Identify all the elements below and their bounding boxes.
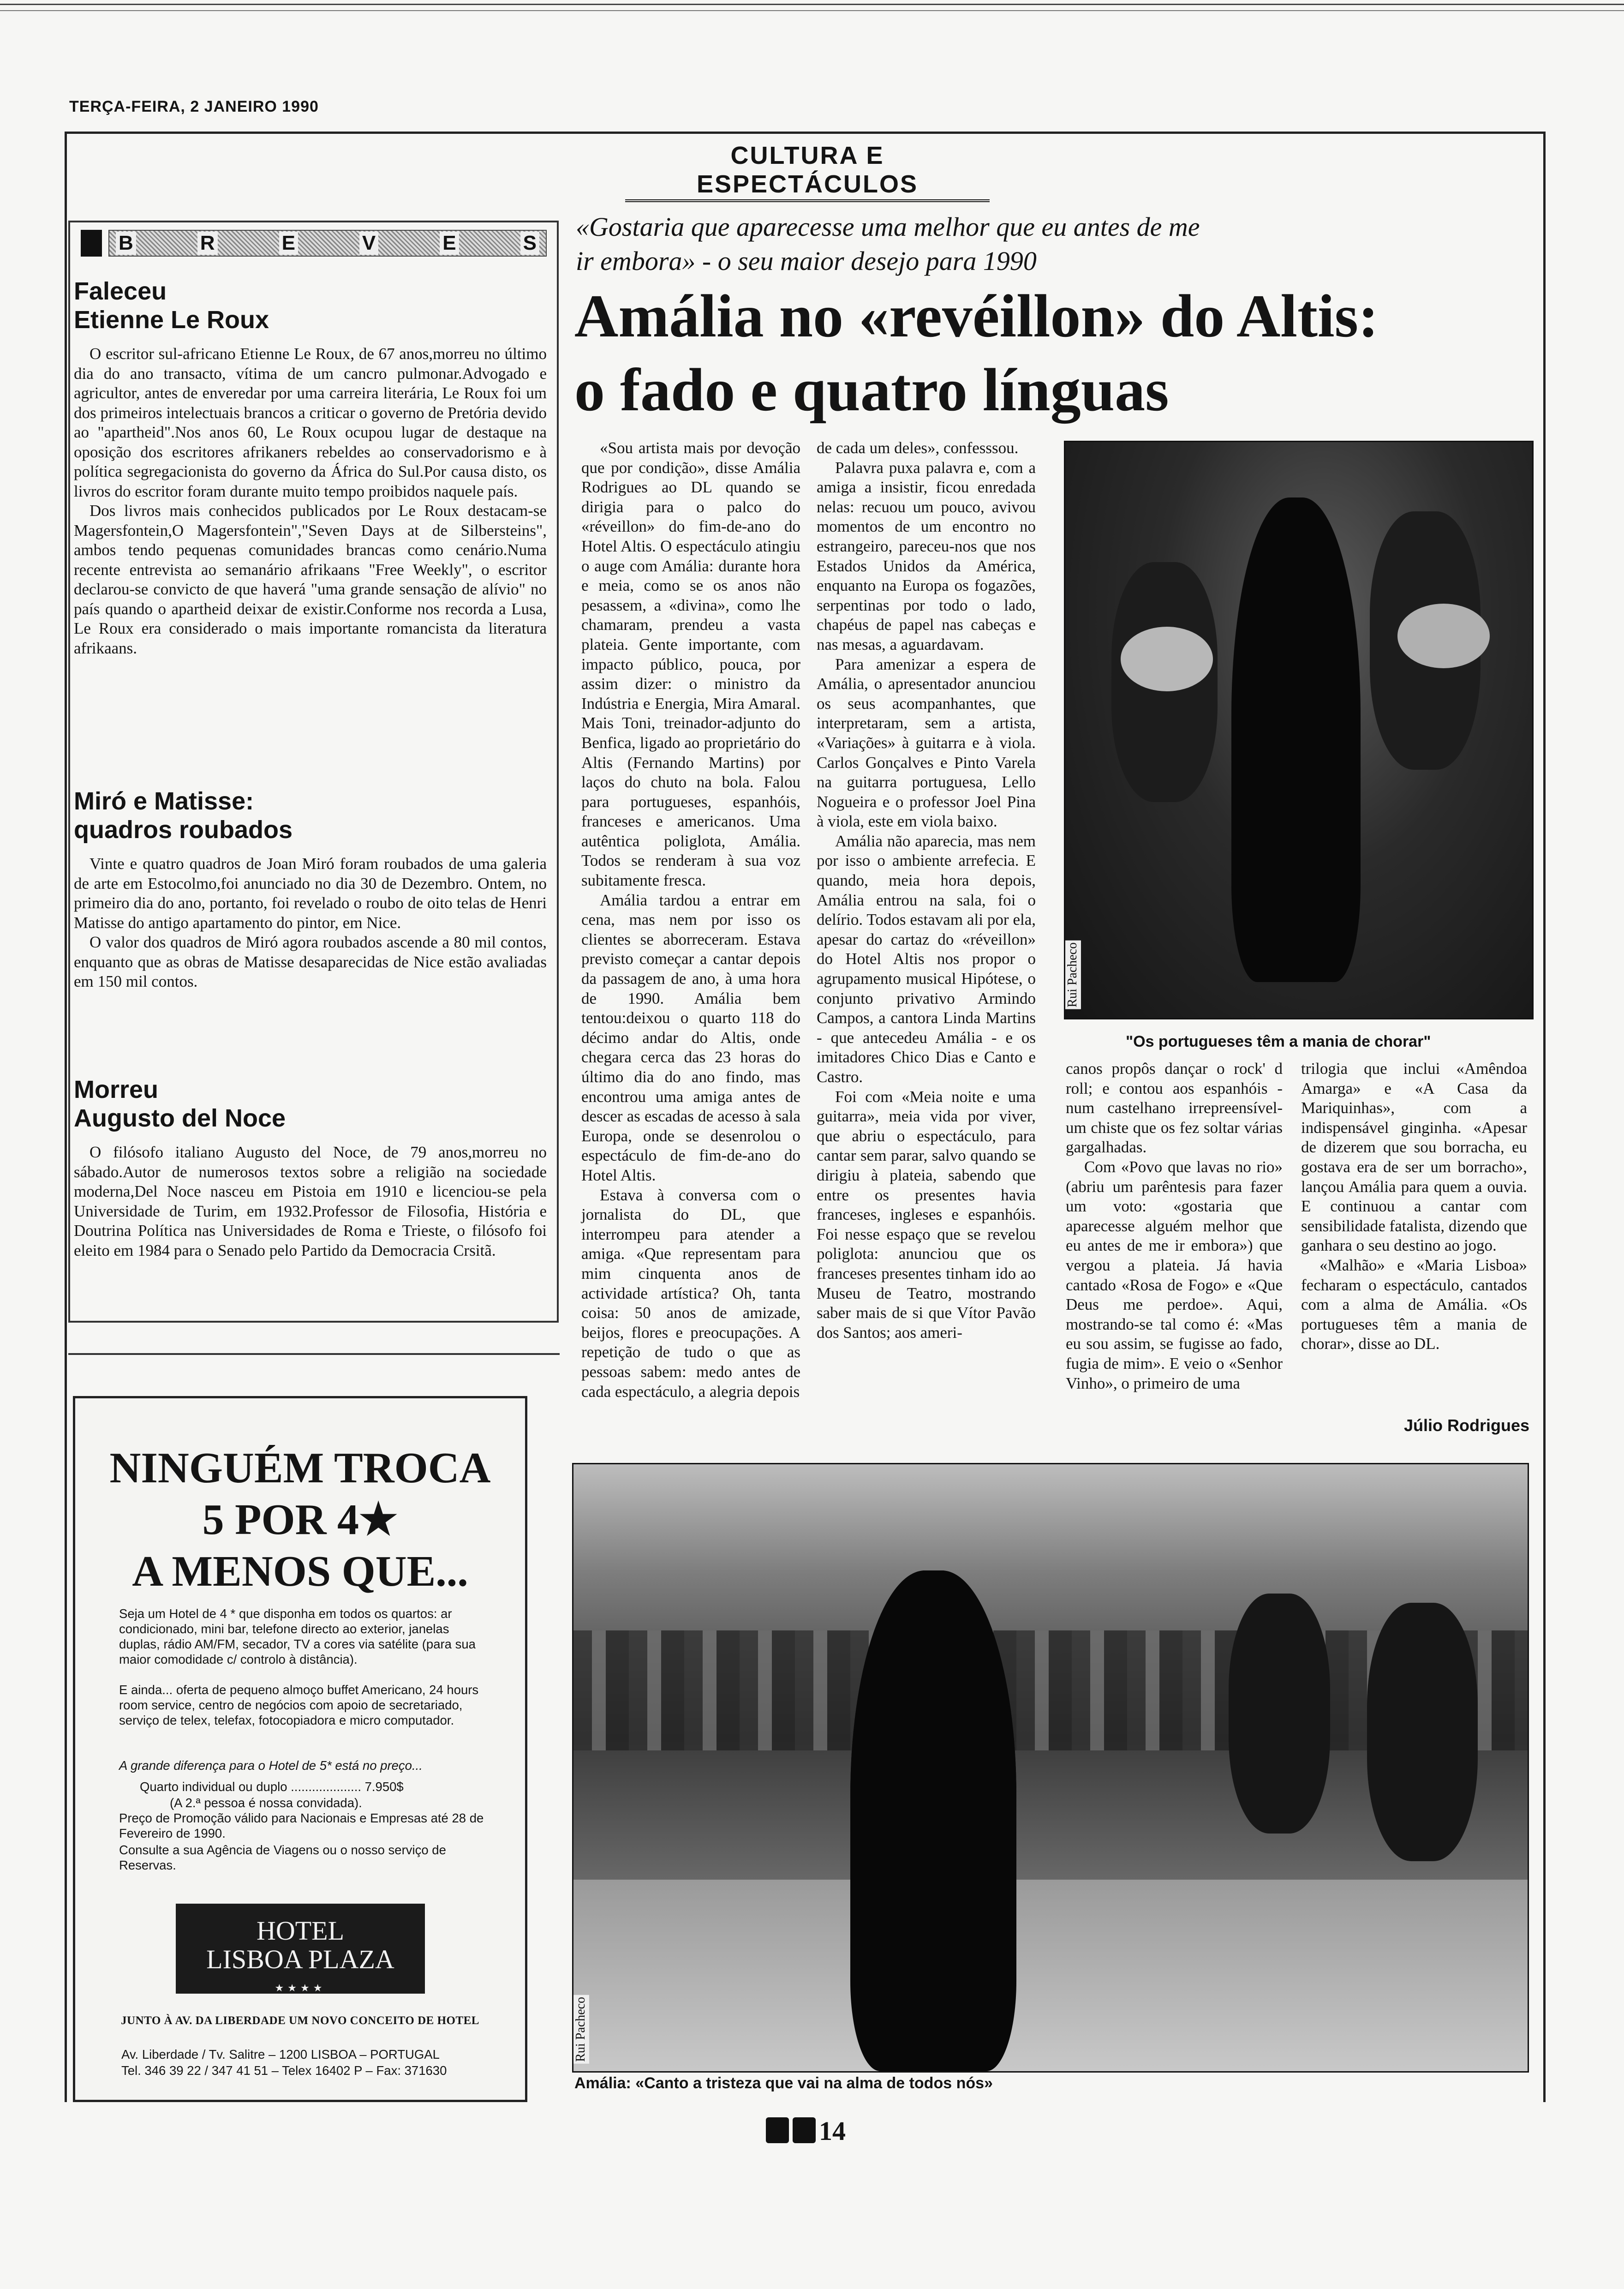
brief-title [74,1075,547,1133]
guitarist-silhouette [1229,1594,1330,1834]
breves-banner [81,229,547,257]
page-number: 14 [819,2116,846,2146]
article-column-1 [581,438,800,1402]
article-paragraph: Amália tardou a entrar em cena, mas nem por isso os clientes se aborreceram. Estava previsto começar a cantar depois da passagem de ano, à uma hora de 1990. Amália bem tentou:deixou o quarto 118 do décimo andar do Altis, onde chegara cerca das 23 horas do último dia do ano findo, mas encontrou uma amiga antes de descer as escadas de acesso à sala Europa, onde se desenrolou o espectáculo de fim-de-ano do Hotel Altis. [581,891,800,1184]
brief-title-line: quadros roubados [74,816,293,844]
photo-caption: Amália: «Canto a tristeza que vai na alma de todos nós» [574,2074,993,2092]
photo-amalia-hall [572,1463,1529,2073]
hotel-ad [73,1396,527,2102]
breves-letter: B [116,232,136,255]
brief-paragraph: O filósofo italiano Augusto del Noce, de 79 anos,morreu no sábado.Autor de numerosos textos sobre a religião na sociedade moderna,Del Noce nasceu em Pistoia em 1910 e licenciou-se pela Universidade de Turim, em 1932.Professor de Filosofia, História e Doutrina Política nas Universidades de Roma e Trieste, o filósofo foi eleito em 1984 para o Senado pelo Partido da Democracia Crsitã. [74,1143,547,1259]
dl-logo-icon [793,2117,816,2143]
ad-price-line: Quarto individual ou duplo .................... 7.950$ [140,1780,404,1794]
article-paragraph: trilogia que inclui «Amêndoa Amarga» e «A Casa da Mariquinhas», com a indispensável ginginha. «Apesar de dizerem que sou borracha, eu gostava era de ser um borracho», lançou Amália para quem a ouvia. E continuou a cantar com sensibilidade fatalista, dizendo que ganhara o seu destino ao jogo. [1301,1060,1527,1255]
guitar-icon [1397,604,1490,668]
article-column-4 [1301,1059,1527,1354]
hotel-logo [176,1904,425,1994]
article-paragraph: «Sou artista mais por devoção que por condição», disse Amália Rodrigues ao DL quando se dirigia para o palco do «réveillon» do fim-de-ano do Hotel Altis. O espectáculo atingiu o auge com Amália: durante hora e meia, como se os anos não pesassem, a «divina», como lhe chamaram, prendeu a vasta plateia. Gente importante, com impacto público, pouca, por assim dizer: o ministro da Indústria e Energia, Mira Amaral. Mais Toni, treinador-adjunto do Benfica, ligado ao proprietário do Altis (Fernando Martins) por laços do chuto na bola. Falou para portugueses, espanhóis, franceses e americanos. Uma autêntica poliglota, Amália. Todos se renderam à sua voz subitamente fresca. [581,439,800,890]
brief-paragraph: O escritor sul-africano Etienne Le Roux, de 67 anos,morreu no último dia do ano transacto, vítima de um cancro pulmonar.Advogado e agricultor, antes de enveredar por uma carreira literária, Le Roux foi um dos primeiros intelectuais brancos a criticar o governo de Pretória devido ao "apartheid".Nos anos 60, Le Roux ocupou lugar de destaque na oposição dos escritores afrikaners rebeldes ao conservadorismo e à política segregacionista do governo da África do Sul.Por causa disto, os livros do escritor foram durante muito tempo proibidos naquele país. [74,345,547,500]
ad-consult: Consulte a sua Agência de Viagens ou o nosso serviço de Reservas. [119,1843,446,1872]
singer-dress [850,1570,1016,2071]
brief-paragraph: O valor dos quadros de Miró agora roubados ascende a 80 mil contos, enquanto que as obras de Matisse desaparecidas de Nice estão avaliadas em 150 mil contos. [74,933,547,990]
ad-phone: Tel. 346 39 22 / 347 41 51 – Telex 16402 P – Fax: 371630 [121,2063,447,2078]
headline-line: Amália no «revéillon» do Altis: [574,282,1379,350]
hotel-stars-icon: ★★★★ [275,1982,326,1994]
article-paragraph: Palavra puxa palavra e, com a amiga a insistir, ficou enredada nelas: recuou um pouco, avivou momentos de um encontro no estrangeiro, pareceu-nos que nos Estados Unidos da América, enquanto na Europa os fogazões, serpentinas por todo o lado, chapéus de papel nas cabeças e nas mesas, a aguardavam. [817,458,1036,653]
article-paragraph: Amália não aparecia, mas nem por isso o ambiente arrefecia. E quando, meia hora depois, Amália entrou na sala, foi o delírio. Todos estavam ali por ela, apesar do cartaz do «réveillon» do Hotel Altis nos propor o agrupamento musical Hipótese, o conjunto privativo Armindo Campos, a cantora Linda Martins - que antecedeu Amália - e os imitadores Chico Dias e Canto e Castro. [817,832,1036,1086]
photo-credit: Rui Pacheco [1064,941,1081,1009]
hotel-logo-line: LISBOA PLAZA [206,1944,394,1974]
brief-title-line: Faleceu [74,277,167,305]
breves-letter: R [197,232,218,255]
breves-letter: E [279,232,298,255]
breves-letter: V [359,232,378,255]
column-divider [68,1353,560,1355]
ad-promo: Preço de Promoção válido para Nacionais e Empresas até 28 de Fevereiro de 1990. [119,1811,484,1840]
photo-amalia-stage [1064,441,1534,1019]
article-paragraph: Estava à conversa com o jornalista do DL, que interrompeu para atender a amiga. «Que representam para mim cinquenta anos de actividade artística? Oh, tanta coisa: 50 anos de amizade, beijos, flores e preocupações. A repetição de tudo o que as pessoas sabem: medo antes de cada espectáculo, a alegria depois [581,1186,800,1401]
brief-title-line: Augusto del Noce [74,1104,286,1132]
scan-line-top [0,4,1624,5]
byline: Júlio Rodrigues [1403,1416,1529,1435]
article-paragraph: de cada um deles», confesssou. [817,439,1019,457]
scan-line-top-2 [0,10,1624,11]
brief-text [74,854,547,992]
article-headline [574,279,1529,427]
ad-headline-line: NINGUÉM TROCA [109,1444,491,1492]
ad-headline-line: A MENOS QUE... [132,1547,468,1595]
brief-miro-matisse [74,787,547,992]
brief-title-line: Etienne Le Roux [74,306,269,334]
brief-title-line: Miró e Matisse: [74,787,254,815]
brief-del-noce [74,1075,547,1260]
guitar-icon [1121,627,1213,691]
ad-copy-2: E ainda... oferta de pequeno almoço buffet Americano, 24 hours room service, centro de negócios com apoio de secretariado, serviço de telex, telefax, fotocopiadora e micro computador. [119,1683,479,1727]
ad-price-note: (A 2.ª pessoa é nossa convidada). [170,1796,362,1810]
brief-text [74,1143,547,1260]
ad-headline-line: 5 POR 4★ [202,1496,398,1544]
brief-title [74,277,547,334]
article-paragraph: «Malhão» e «Maria Lisboa» fecharam o espectáculo, cantados com a alma de Amália. «Os portugueses têm a mania de chorar», disse ao DL. [1301,1256,1527,1353]
dl-logo-icon [766,2117,789,2143]
ad-copy-1: Seja um Hotel de 4 * que disponha em todos os quartos: ar condicionado, mini bar, telefone directo ao exterior, janelas duplas, rádio AM/FM, secador, TV a cores via satélite (para sua maior comodidade c/ controlo à distância). [119,1606,476,1666]
hotel-logo-line: HOTEL [256,1916,345,1946]
article-paragraph: canos propôs dançar o rock' d roll; e contou aos espanhóis - num castelhano irrepreensível- um chiste que os fez soltar várias gargalhadas. [1066,1060,1283,1156]
brief-title [74,787,547,844]
ad-address: Av. Liberdade / Tv. Salitre – 1200 LISBOA – PORTUGAL [121,2047,440,2061]
article-column-2 [817,438,1036,1342]
page-folio [766,2117,886,2147]
section-title: CULTURA E ESPECTÁCULOS [625,141,990,202]
stage-floor [573,1880,1528,2071]
breves-block-icon [81,230,102,257]
breves-letter: E [440,232,459,255]
article-paragraph: Foi com «Meia noite e uma guitarra», meia vida por viver, que abriu o espectáculo, para cantar sem parar, salvo quando se dirigiu à plateia, sabendo que entre os presentes havia franceses, ingleses e espanhóis. Foi nesse espaço que se revelou poliglota: anunciou que os franceses presentes tinham ido ao Museu de Teatro, mostrando saber mais de si que Vítor Pavão dos Santos; aos ameri- [817,1087,1036,1342]
brief-paragraph: Dos livros mais conhecidos publicados por Le Roux destacam-se Magersfontein,O Magersfontein","Seven Days at de Silbersteins", ambos tendo pequenas comunidades brancas como cenário.Numa recente entrevista ao semanário afrikaans "Free Weekly", o escritor declarou-se convicto de que haverá "uma grande sensação de alívio" no país quando o apartheid deixar de existir.Conforme nos recorda a Lusa, Le Roux era considerado o mais importante romancista da literatura afrikaans. [74,502,547,657]
article-paragraph: Com «Povo que lavas no rio» (abriu um parêntesis para fazer um voto: «gostaria que aparecesse alguém melhor que eu antes de me ir embora») que vergou a plateia. Já havia cantado «Rosa de Fogo» e «Que Deus me perdoe». Aqui, mostrando-se tal como é: «Mas eu sou assim, se fugisse ao fado, fugia de mim». E veio o «Senhor Vinho», o primeiro de uma [1066,1157,1283,1392]
ad-tagline: JUNTO À AV. DA LIBERDADE UM NOVO CONCEITO DE HOTEL [121,2014,479,2027]
singer-silhouette [1231,497,1361,982]
photo-caption: "Os portugueses têm a mania de chorar" [1126,1033,1431,1050]
brief-le-roux [74,277,547,658]
guitarist-silhouette [1367,1603,1478,1861]
ad-italic-line: A grande diferença para o Hotel de 5* está no preço... [119,1758,423,1773]
headline-line: o fado e quatro línguas [574,356,1169,424]
article-column-3 [1066,1059,1283,1393]
dateline: TERÇA-FEIRA, 2 JANEIRO 1990 [69,98,319,115]
brief-text [74,344,547,658]
article-paragraph: Para amenizar a espera de Amália, o apresentador anunciou os seus acompanhantes, que interpretaram, sem a artista, «Variações» à guitarra e à viola. Carlos Gonçalves e Pinto Varela na guitarra portuguesa, Lello Nogueira e o professor Joel Pina à viola, este em viola baixo. [817,655,1036,831]
ad-headline [75,1442,525,1597]
breves-strip [108,230,547,257]
brief-title-line: Morreu [74,1076,159,1103]
breves-letter: S [520,232,539,255]
article-kicker: «Gostaria que aparecesse uma melhor que eu antes de me ir embora» - o seu maior desejo para 1990 [576,212,1200,276]
brief-paragraph: Vinte e quatro quadros de Joan Miró foram roubados de uma galeria de arte em Estocolmo,foi anunciado no dia 30 de Dezembro. Ontem, no primeiro dia do ano, portanto, foi revelado o roubo de oito telas de Henri Matisse do antigo apartamento do pintor, em Nice. [74,855,547,932]
photo-credit: Rui Pacheco [573,1995,589,2064]
